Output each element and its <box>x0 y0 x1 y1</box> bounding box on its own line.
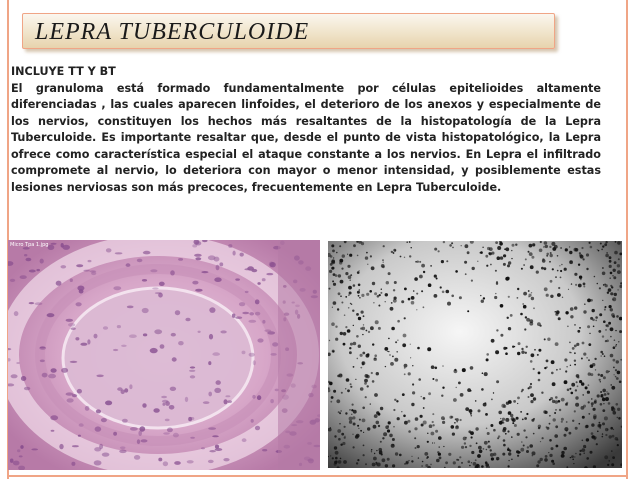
slide-title: LEPRA TUBERCULOIDE <box>35 19 310 45</box>
slide-border-right <box>626 0 628 479</box>
histology-image-grayscale <box>328 241 622 468</box>
title-banner <box>22 13 555 49</box>
body-text-block <box>11 64 601 196</box>
slide-border-bottom <box>7 475 628 477</box>
description-paragraph: El granuloma está formado fundamentalmente por células epitelioides altamente diferenciadas , las cuales aparecen linfoides, el deterioro de los anexos y especialmente de los nervios, constituyen los hechos más resaltantes de la histopatología de la Lepra Tuberculoide. Es importante resaltar que, desde el punto de vista histopatológico, la Lepra ofrece como característica especial el ataque constante a los nervios. En Lepra el infiltrado compromete al nervio, lo deteriora con mayor o menor intensidad, y posiblemente estas lesiones nerviosas son más precoces, frecuentemente en Lepra Tuberculoide. <box>11 81 601 194</box>
image-caption: Micro Tpa 1.jpg <box>10 242 49 248</box>
section-heading: INCLUYE TT Y BT <box>11 65 116 78</box>
histology-image-he-stain <box>8 240 320 470</box>
